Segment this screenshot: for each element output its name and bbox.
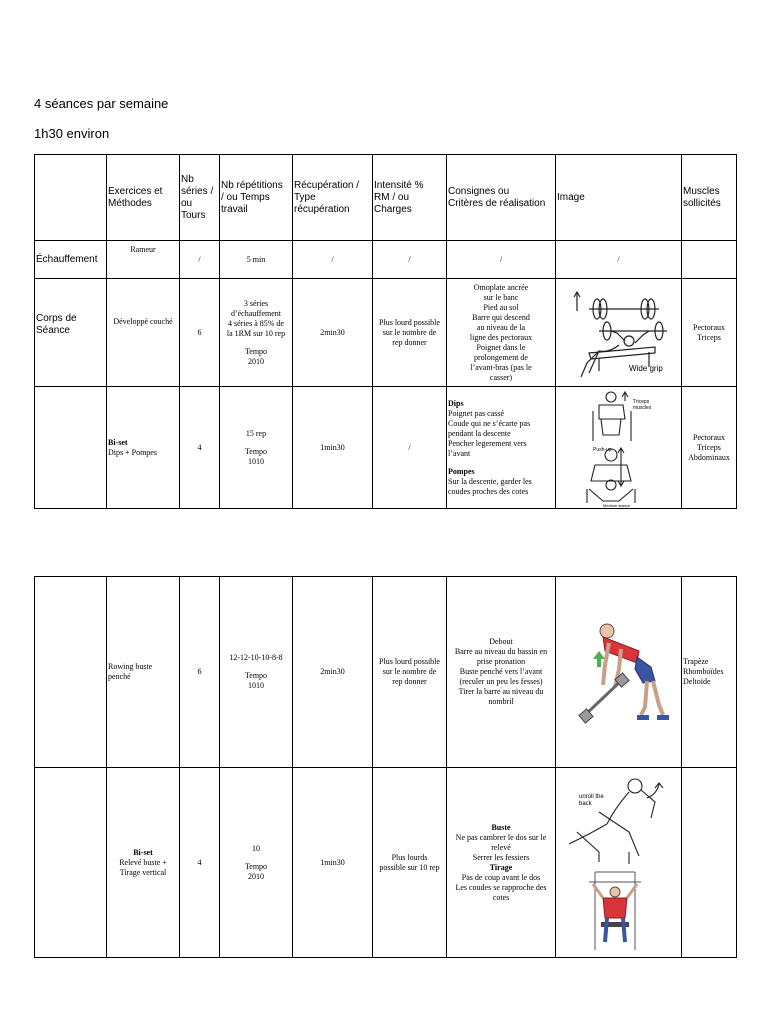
dips-pushup-image	[559, 389, 679, 507]
back-extension-pulldown-illustration	[556, 768, 682, 958]
program-table-2	[34, 576, 737, 958]
cell-phase	[35, 387, 107, 509]
cell-intensity: Plus lourd possible sur le nombre de rep donner	[373, 577, 447, 768]
cell-muscles	[682, 768, 737, 958]
cell-intensity: /	[373, 387, 447, 509]
cell-recovery: 1min30	[293, 768, 373, 958]
cell-muscles	[682, 241, 737, 279]
cell-recovery: 2min30	[293, 279, 373, 387]
cell-intensity: Plus lourds possible sur 10 rep	[373, 768, 447, 958]
header-sets: Nb séries / ou Tours	[180, 155, 220, 241]
cell-sets: 4	[180, 387, 220, 509]
table-row-biset	[35, 768, 737, 958]
table-row-rowing	[35, 577, 737, 768]
header-image: Image	[556, 155, 682, 241]
cell-reps: 12-12-10-10-8-8 Tempo 1010	[220, 577, 293, 768]
bench-press-image	[559, 281, 679, 385]
table-row-warmup	[35, 241, 737, 279]
cell-exercise: Bi-set Dips + Pompes	[107, 387, 180, 509]
cell-instructions: /	[447, 241, 556, 279]
image-caption-unroll: unroll the	[578, 793, 604, 800]
header-instructions: Consignes ou Critères de réalisation	[447, 155, 556, 241]
image-caption-back: back	[578, 800, 592, 807]
cell-instructions: Omoplate ancrée sur le banc Pied au sol Barre qui descend au niveau de la ligne des pectoraux Poignet dans le prolongement de l’avant-bras (pas le casser)	[447, 279, 556, 387]
table-row-dips	[35, 387, 737, 509]
bench-press-illustration	[556, 279, 682, 387]
cell-muscles: Pectoraux Triceps Abdominaux	[682, 387, 737, 509]
table-header-row	[35, 155, 737, 241]
header-intensity: Intensité % RM / ou Charges	[373, 155, 447, 241]
cell-reps: 3 séries d’échauffement 4 séries à 85% de la 1RM sur 10 rep Tempo 2010	[220, 279, 293, 387]
header-recovery: Récupération / Type récupération	[293, 155, 373, 241]
cell-sets: 4	[180, 768, 220, 958]
table-row-bench-press	[35, 279, 737, 387]
program-table-1	[34, 154, 737, 509]
rowing-illustration	[556, 577, 682, 768]
cell-exercise: Rowing buste penché	[107, 577, 180, 768]
cell-muscles: Trapèze Rhomboïdes Deltoïde	[682, 577, 737, 768]
cell-instructions: Buste Ne pas cambrer le dos sur le relevé Serrer les fessiers Tirage Pas de coup avant le dos Les coudes se rapproche des cotes	[447, 768, 556, 958]
cell-intensity: /	[373, 241, 447, 279]
image-caption-triceps: Triceps	[632, 398, 649, 405]
cell-sets: 6	[180, 577, 220, 768]
image-caption-muscles: muscles	[632, 404, 651, 411]
cell-exercise: Bi-set Relevé buste + Tirage vertical	[107, 768, 180, 958]
page-title-duration: 1h30 environ	[34, 126, 110, 141]
cell-exercise: Rameur	[107, 241, 180, 279]
cell-reps: 15 rep Tempo 1010	[220, 387, 293, 509]
cell-reps: 10 Tempo 2010	[220, 768, 293, 958]
cell-recovery: 1min30	[293, 387, 373, 509]
header-muscles: Muscles sollicités	[682, 155, 737, 241]
image-caption-stance: Medium stance	[602, 502, 630, 507]
rowing-image	[559, 617, 679, 727]
header-reps: Nb répétitions / ou Temps travail	[220, 155, 293, 241]
cell-instructions: Dips Poignet pas cassé Coude qui ne s’écarte pas pendant la descente Pencher legerement vers l’avant Pompes Sur la descente, garder les coudes proches des cotes	[447, 387, 556, 509]
cell-instructions: Debout Barre au niveau du bassin en prise pronation Buste penché vers l’avant (reculer un peu les fesses) Tirer la barre au niveau du nombril	[447, 577, 556, 768]
cell-sets: /	[180, 241, 220, 279]
cell-sets: 6	[180, 279, 220, 387]
page-title-sessions: 4 séances par semaine	[34, 96, 169, 111]
back-extension-pulldown-image	[559, 772, 679, 954]
header-phase	[35, 155, 107, 241]
cell-reps: 5 min	[220, 241, 293, 279]
dips-pushup-illustration	[556, 387, 682, 509]
cell-recovery: 2min30	[293, 577, 373, 768]
image-caption: Wide grip	[628, 363, 663, 373]
cell-image: /	[556, 241, 682, 279]
cell-exercise: Développé couché	[107, 279, 180, 387]
image-caption-pushup: Push-up	[592, 446, 612, 453]
cell-recovery: /	[293, 241, 373, 279]
phase-main: Corps de Séance	[35, 279, 107, 387]
cell-intensity: Plus lourd possible sur le nombre de rep donner	[373, 279, 447, 387]
phase-warmup: Échauffement	[35, 241, 107, 279]
header-exercises: Exercices et Méthodes	[107, 155, 180, 241]
cell-phase	[35, 768, 107, 958]
cell-phase	[35, 577, 107, 768]
cell-muscles: Pectoraux Triceps	[682, 279, 737, 387]
